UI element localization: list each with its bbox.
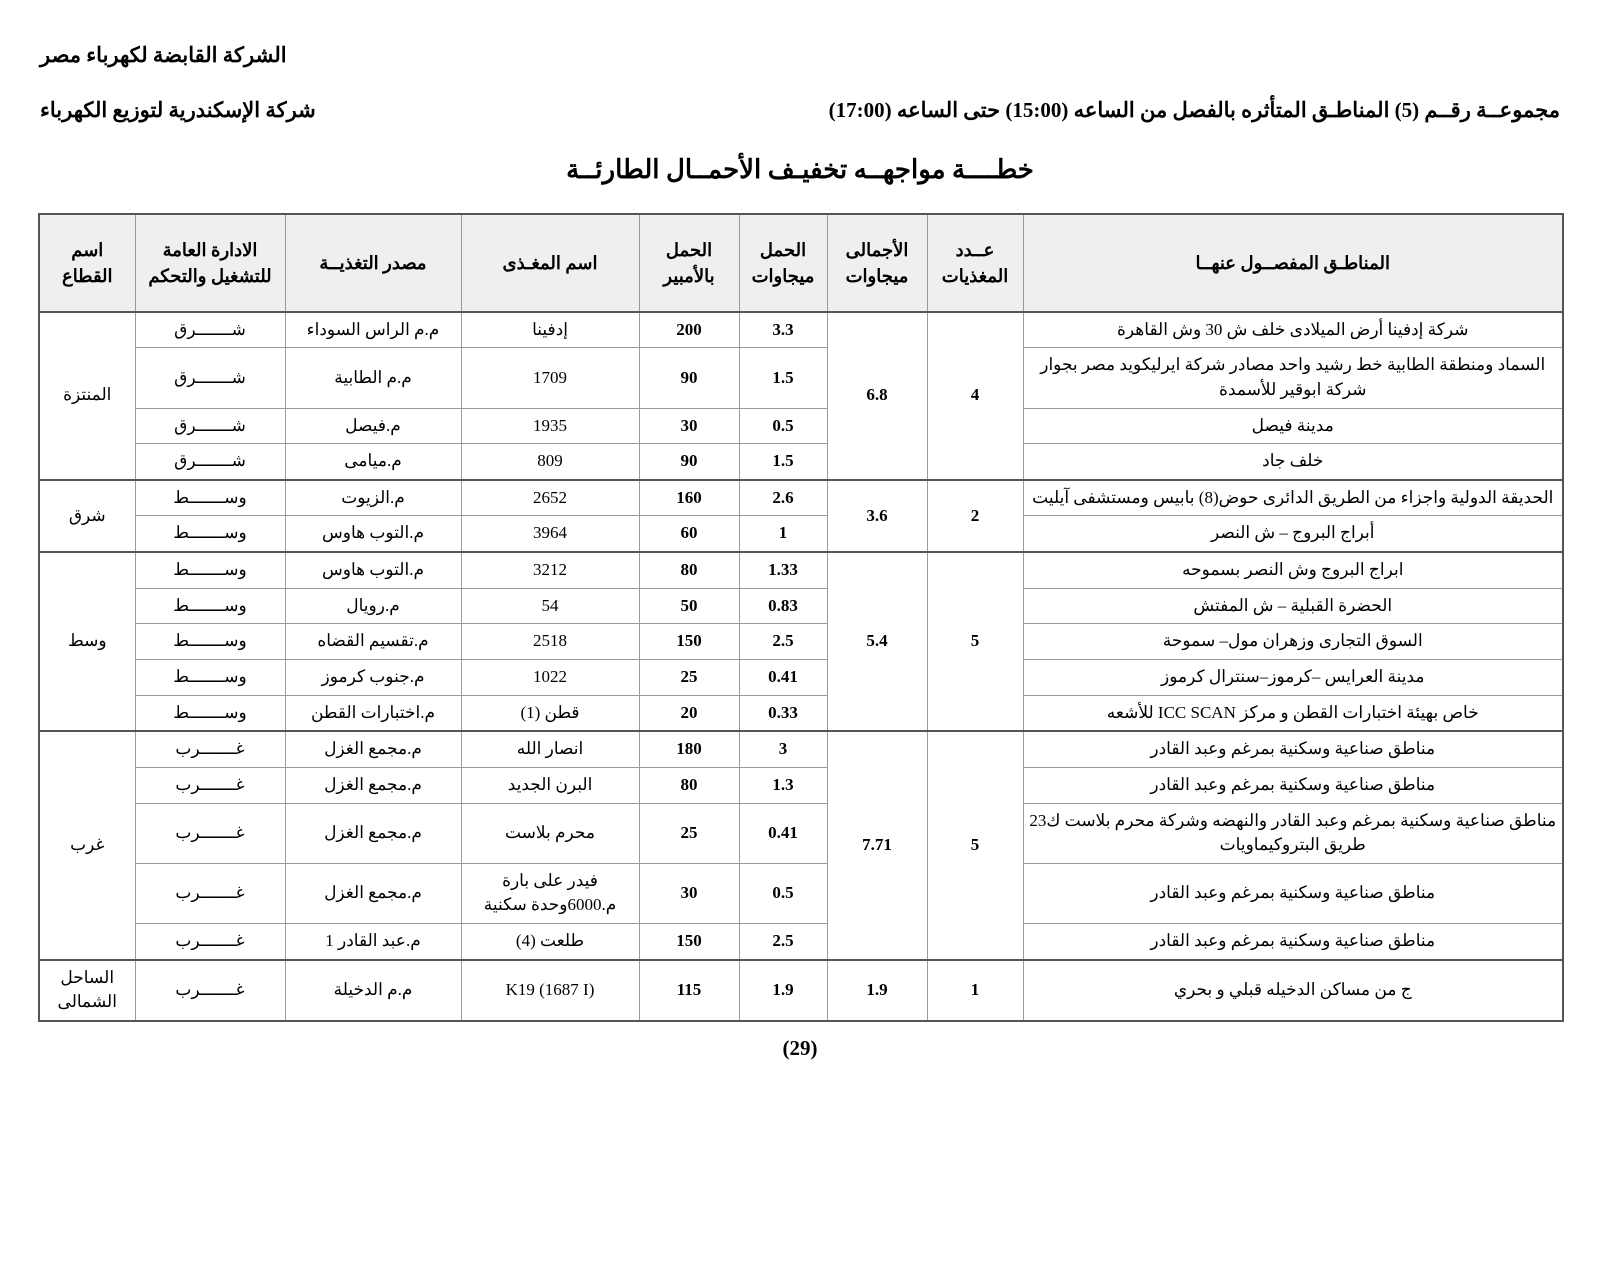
cell-load-mw: 1.3 <box>739 767 827 803</box>
cell-load-amp: 25 <box>639 803 739 863</box>
cell-load-mw: 2.5 <box>739 624 827 660</box>
cell-areas: الحضرة القبلية – ش المفتش <box>1023 588 1563 624</box>
cell-load-mw: 0.41 <box>739 660 827 696</box>
cell-load-amp: 200 <box>639 312 739 348</box>
cell-areas: الحديقة الدولية واجزاء من الطريق الدائرى حوض(8) بابيس ومستشفى آيليت <box>1023 480 1563 516</box>
cell-supply-source: م.م الراس السوداء <box>285 312 461 348</box>
cell-sector-name: المنتزة <box>39 312 135 480</box>
col-header-count-line1: عــدد <box>955 239 995 260</box>
table-row <box>39 552 1563 588</box>
table-header <box>39 214 1563 312</box>
cell-areas: أبراج البروج – ش النصر <box>1023 516 1563 552</box>
cell-supply-source: م.اختبارات القطن <box>285 695 461 731</box>
cell-load-mw: 2.5 <box>739 924 827 960</box>
table-row <box>39 695 1563 731</box>
distribution-company-name: شركة الإسكندرية لتوزيع الكهرباء <box>40 98 316 123</box>
col-header-count <box>927 214 1023 312</box>
cell-total-mw: 7.71 <box>827 731 927 959</box>
cell-feeder-name: 3212 <box>461 552 639 588</box>
cell-areas: مناطق صناعية وسكنية بمرغم وعبد القادر <box>1023 731 1563 767</box>
cell-feeder-count: 2 <box>927 480 1023 552</box>
cell-load-amp: 160 <box>639 480 739 516</box>
table-row <box>39 924 1563 960</box>
cell-load-amp: 20 <box>639 695 739 731</box>
table-row <box>39 516 1563 552</box>
table-row <box>39 408 1563 444</box>
cell-areas: مناطق صناعية وسكنية بمرغم وعبد القادر <box>1023 924 1563 960</box>
header-second-row <box>0 97 1600 124</box>
cell-load-amp: 80 <box>639 767 739 803</box>
col-header-mw-line2: ميجاوات <box>751 265 815 286</box>
holding-company-name: الشركة القابضة لكهرباء مصر <box>40 43 287 67</box>
cell-supply-source: م.عبد القادر 1 <box>285 924 461 960</box>
cell-admin-area: وســـــــط <box>135 480 285 516</box>
cell-supply-source: م.جنوب كرموز <box>285 660 461 696</box>
cell-supply-source: م.ميامى <box>285 444 461 480</box>
table-row <box>39 660 1563 696</box>
cell-load-mw: 1.33 <box>739 552 827 588</box>
col-header-total <box>827 214 927 312</box>
cell-load-mw: 0.41 <box>739 803 827 863</box>
col-header-admin-line1: الادارة العامة <box>162 239 258 260</box>
cell-feeder-count: 5 <box>927 731 1023 959</box>
cell-feeder-count: 5 <box>927 552 1023 731</box>
cell-areas: مدينة فيصل <box>1023 408 1563 444</box>
cell-load-mw: 1.5 <box>739 348 827 408</box>
col-header-total-line2: ميجاوات <box>845 265 909 286</box>
cell-load-mw: 1.5 <box>739 444 827 480</box>
col-header-sector-line1: اسم القطاع <box>61 239 113 286</box>
cell-supply-source: م.تقسيم القضاه <box>285 624 461 660</box>
col-header-amp-line2: بالأمبير <box>663 265 715 286</box>
cell-feeder-name: 1022 <box>461 660 639 696</box>
cell-sector-name: شرق <box>39 480 135 552</box>
load-shedding-table <box>38 213 1564 1022</box>
col-header-mw-line1: الحمل <box>759 239 807 260</box>
cell-supply-source: م.م الدخيلة <box>285 960 461 1021</box>
col-header-areas <box>1023 214 1563 312</box>
cell-areas: السوق التجارى وزهران مول– سموحة <box>1023 624 1563 660</box>
cell-load-amp: 180 <box>639 731 739 767</box>
table-row <box>39 863 1563 923</box>
cell-supply-source: م.مجمع الغزل <box>285 863 461 923</box>
table-row <box>39 731 1563 767</box>
cell-areas: مدينة العرايس –كرموز–سنترال كرموز <box>1023 660 1563 696</box>
cell-total-mw: 3.6 <box>827 480 927 552</box>
cell-feeder-count: 1 <box>927 960 1023 1021</box>
cell-load-amp: 90 <box>639 348 739 408</box>
cell-admin-area: غـــــــرب <box>135 767 285 803</box>
col-header-admin <box>135 214 285 312</box>
cell-load-amp: 30 <box>639 408 739 444</box>
cell-load-mw: 1 <box>739 516 827 552</box>
col-header-source-line1: مصدر التغذيــة <box>319 252 427 273</box>
table-row <box>39 312 1563 348</box>
cell-areas: مناطق صناعية وسكنية بمرغم وعبد القادر <box>1023 863 1563 923</box>
col-header-amp-line1: الحمل <box>665 239 713 260</box>
col-header-count-line2: المغذيات <box>941 265 1009 286</box>
cell-load-mw: 2.6 <box>739 480 827 516</box>
cell-feeder-name: 3964 <box>461 516 639 552</box>
table-body <box>39 312 1563 1021</box>
cell-load-amp: 80 <box>639 552 739 588</box>
cell-load-amp: 150 <box>639 624 739 660</box>
cell-admin-area: شـــــــرق <box>135 312 285 348</box>
table-row <box>39 348 1563 408</box>
group-schedule-line: مجموعــة رقــم (5) المناطـق المتأثره بالفصل من الساعه (15:00) حتى الساعه (17:00) <box>828 98 1560 123</box>
table-row <box>39 624 1563 660</box>
cell-feeder-name: 809 <box>461 444 639 480</box>
col-header-sector <box>39 214 135 312</box>
cell-supply-source: م.م الطابية <box>285 348 461 408</box>
col-header-source <box>285 214 461 312</box>
table-row <box>39 803 1563 863</box>
cell-admin-area: غـــــــرب <box>135 731 285 767</box>
cell-supply-source: م.فيصل <box>285 408 461 444</box>
header-top-row <box>0 42 1600 69</box>
cell-admin-area: شـــــــرق <box>135 444 285 480</box>
cell-supply-source: م.مجمع الغزل <box>285 767 461 803</box>
col-header-mw <box>739 214 827 312</box>
load-shedding-table-wrapper <box>36 213 1564 1022</box>
cell-areas: خلف جاد <box>1023 444 1563 480</box>
cell-total-mw: 1.9 <box>827 960 927 1021</box>
table-row <box>39 767 1563 803</box>
cell-load-amp: 115 <box>639 960 739 1021</box>
cell-feeder-name: 1709 <box>461 348 639 408</box>
cell-admin-area: غـــــــرب <box>135 960 285 1021</box>
cell-feeder-name: 1935 <box>461 408 639 444</box>
cell-load-amp: 150 <box>639 924 739 960</box>
table-row <box>39 444 1563 480</box>
col-header-areas-line1: المناطـق المفصــول عنهــا <box>1195 252 1390 273</box>
cell-supply-source: م.مجمع الغزل <box>285 803 461 863</box>
col-header-total-line1: الأجمالى <box>845 239 909 260</box>
cell-admin-area: غـــــــرب <box>135 863 285 923</box>
document-page <box>0 42 1600 1278</box>
cell-admin-area: وســـــــط <box>135 695 285 731</box>
cell-load-amp: 60 <box>639 516 739 552</box>
cell-supply-source: م.التوب هاوس <box>285 516 461 552</box>
cell-feeder-name: فيدر على بارة م.6000وحدة سكنية <box>461 863 639 923</box>
cell-admin-area: شـــــــرق <box>135 408 285 444</box>
cell-load-mw: 3 <box>739 731 827 767</box>
cell-areas: ابراج البروج وش النصر بسموحه <box>1023 552 1563 588</box>
table-header-row <box>39 214 1563 312</box>
cell-total-mw: 6.8 <box>827 312 927 480</box>
cell-load-mw: 1.9 <box>739 960 827 1021</box>
table-row <box>39 588 1563 624</box>
cell-load-mw: 0.5 <box>739 408 827 444</box>
cell-admin-area: وســـــــط <box>135 660 285 696</box>
col-header-admin-line2: للتشغيل والتحكم <box>148 265 272 286</box>
cell-areas: شركة إدفينا أرض الميلادى خلف ش 30 وش القاهرة <box>1023 312 1563 348</box>
cell-load-mw: 0.33 <box>739 695 827 731</box>
table-row <box>39 480 1563 516</box>
cell-feeder-name: قطن (1) <box>461 695 639 731</box>
cell-admin-area: شـــــــرق <box>135 348 285 408</box>
cell-sector-name: وسط <box>39 552 135 731</box>
cell-areas: السماد ومنطقة الطابية خط رشيد واحد مصادر شركة ايرليكويد مصر بجوار شركة ابوقير للأسمدة <box>1023 348 1563 408</box>
cell-load-mw: 0.83 <box>739 588 827 624</box>
cell-load-amp: 25 <box>639 660 739 696</box>
cell-supply-source: م.مجمع الغزل <box>285 731 461 767</box>
cell-feeder-name: 2652 <box>461 480 639 516</box>
cell-admin-area: وســـــــط <box>135 588 285 624</box>
table-row <box>39 960 1563 1021</box>
cell-areas: خاص بهيئة اختبارات القطن و مركز ICC SCAN للأشعه <box>1023 695 1563 731</box>
cell-feeder-name: 54 <box>461 588 639 624</box>
cell-feeder-name: محرم بلاست <box>461 803 639 863</box>
cell-areas: مناطق صناعية وسكنية بمرغم وعبد القادر <box>1023 767 1563 803</box>
cell-total-mw: 5.4 <box>827 552 927 731</box>
page-number: (29) <box>782 1036 818 1061</box>
cell-feeder-name: K19 (1687 I) <box>461 960 639 1021</box>
cell-admin-area: وســـــــط <box>135 516 285 552</box>
cell-sector-name: غرب <box>39 731 135 959</box>
cell-supply-source: م.رويال <box>285 588 461 624</box>
cell-feeder-name: 2518 <box>461 624 639 660</box>
page-title: خطــــة مواجهــه تخفيـف الأحمــال الطارئــة <box>566 154 1034 184</box>
col-header-amp <box>639 214 739 312</box>
cell-load-amp: 30 <box>639 863 739 923</box>
cell-admin-area: وســـــــط <box>135 624 285 660</box>
cell-areas: ج من مساكن الدخيله قبلي و بحري <box>1023 960 1563 1021</box>
cell-feeder-count: 4 <box>927 312 1023 480</box>
cell-admin-area: وســـــــط <box>135 552 285 588</box>
cell-supply-source: م.التوب هاوس <box>285 552 461 588</box>
col-header-feeder <box>461 214 639 312</box>
col-header-feeder-line1: اسم المغـذى <box>502 252 598 273</box>
cell-load-amp: 50 <box>639 588 739 624</box>
cell-admin-area: غـــــــرب <box>135 803 285 863</box>
cell-supply-source: م.الزيوت <box>285 480 461 516</box>
cell-admin-area: غـــــــرب <box>135 924 285 960</box>
cell-load-mw: 0.5 <box>739 863 827 923</box>
cell-load-mw: 3.3 <box>739 312 827 348</box>
cell-feeder-name: طلعت (4) <box>461 924 639 960</box>
cell-feeder-name: انصار الله <box>461 731 639 767</box>
cell-load-amp: 90 <box>639 444 739 480</box>
cell-areas: مناطق صناعية وسكنية بمرغم وعبد القادر والنهضه وشركة محرم بلاست ك23 طريق البتروكيماويات <box>1023 803 1563 863</box>
cell-feeder-name: إدفينا <box>461 312 639 348</box>
cell-sector-name: الساحل الشمالى <box>39 960 135 1021</box>
cell-feeder-name: البرن الجديد <box>461 767 639 803</box>
